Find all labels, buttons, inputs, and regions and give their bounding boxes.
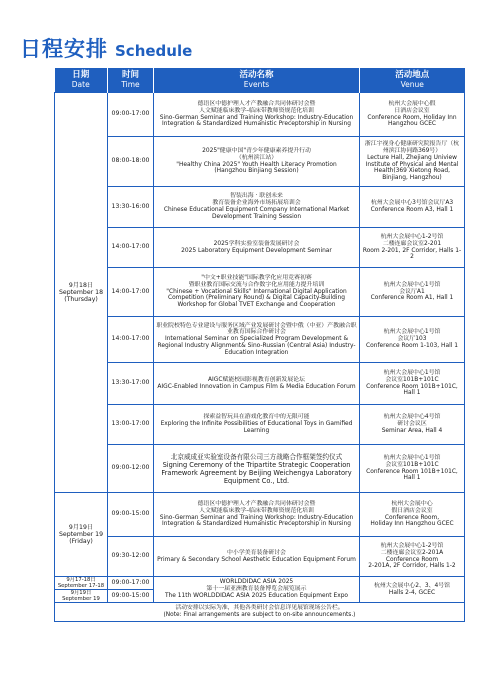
header-venue: 活动地点 Venue — [360, 68, 465, 93]
table-header-row — [55, 68, 465, 93]
venue-cell: 杭州大会展中心假 日酒店会议室 Conference Room, Holiday Inn Hangzhou GCEC — [360, 93, 465, 137]
table-row — [55, 537, 465, 577]
venue-cell: 杭州大会展中心1-2号馆 二楼连廊会议室2-201A Conference Room 2-201A, 2F Corridor, Halls 1-2 — [360, 537, 465, 577]
event-cell: 探索益智玩具在游戏化教育中的无限可能 Exploring the Infinite Possibilities of Educational Toys in Gamified Learning — [154, 405, 360, 445]
time-cell: 09:00-15:00 — [108, 493, 154, 537]
table-row — [55, 137, 465, 187]
table-row — [55, 268, 465, 317]
venue-cell: 杭州大会展中心1-2号馆 二楼连廊会议室2-201 Room 2-201, 2F Corridor, Halls 1-2 — [360, 228, 465, 268]
table-row — [55, 187, 465, 228]
date-cell: 9月19日 September 19 — [55, 590, 108, 603]
header-time: 时间 Time — [108, 68, 154, 93]
time-cell: 09:00-15:00 — [108, 590, 154, 603]
page-title — [20, 33, 192, 59]
table-row — [55, 493, 465, 537]
venue-cell: 杭州大会展中心3号馆会议厅A3 Conference Room A3, Hall 1 — [360, 187, 465, 228]
time-cell: 08:00-18:00 — [108, 137, 154, 187]
table-row — [55, 445, 465, 493]
table-row — [55, 363, 465, 405]
table-row — [55, 405, 465, 445]
venue-cell: 杭州大会展中心1号馆 会议室101B+101C Conference Room 101B+101C, Hall 1 — [360, 445, 465, 493]
note-text: 活动安排以实际为准，其他各类研讨会信息详见展馆现场公告栏。 (Note: Final arrangements are subject to on-site announcements.) — [55, 603, 465, 622]
event-cell: 中小学美育装备研讨会 Primary & Secondary School Aesthetic Education Equipment Forum — [154, 537, 360, 577]
venue-cell: 杭州大会展中心1号馆 会议厅A1 Conference Room A1, Hall 1 — [360, 268, 465, 317]
event-cell: WORLDDIDAC ASIA 2025 第十一届亚洲教育装备博览会展览展示 The 11th WORLDDIDAC ASIA 2025 Education Equipment Expo — [154, 577, 360, 603]
table-row — [55, 93, 465, 137]
table-row — [55, 577, 465, 590]
time-cell: 09:00-17:00 — [108, 93, 154, 137]
time-cell: 13:00-17:00 — [108, 405, 154, 445]
event-cell: 2025"健康中国"青少年健康素养提升行动 （杭州滨江站） "Healthy China 2025" Youth Health Literacy Promotion (Hangzhou Binjiang Session) — [154, 137, 360, 187]
date-cell: 9月19日 September 19 (Friday) — [55, 493, 108, 577]
time-cell: 09:00-12:00 — [108, 445, 154, 493]
venue-cell: 杭州大会展中心4号馆 研讨会议区 Seminar Area, Hall 4 — [360, 405, 465, 445]
time-cell: 13:30-16:00 — [108, 187, 154, 228]
venue-cell: 杭州大会展中心 假日酒店会议室 Conference Room, Holiday Inn Hangzhou GCEC — [360, 493, 465, 537]
venue-cell: 杭州大会展中心1号馆 会议室101B+101C Conference Room 101B+101C, Hall 1 — [360, 363, 465, 405]
time-cell: 14:00-17:00 — [108, 228, 154, 268]
title-zh: 日程安排 — [20, 37, 108, 61]
time-cell: 13:30-17:00 — [108, 363, 154, 405]
event-cell: 2025学科实验室装备发展研讨会 2025 Laboratory Equipment Development Seminar — [154, 228, 360, 268]
note-row — [55, 603, 465, 622]
header-date: 日期 Date — [55, 68, 108, 93]
event-cell: 职业院校特色专业建设与服务区域产业发展研讨会暨中俄（中亚）产教融合职业教育国际合作研讨会 International Seminar on Specialized Program Development & Regional Industry Alignment& Sino-Russian (Central Asia) Industry-Education Integration — [154, 317, 360, 363]
schedule-table — [54, 68, 465, 622]
venue-cell: 杭州大会展中心1号馆 会议厅103 Conference Room 1-103, Hall 1 — [360, 317, 465, 363]
event-cell: 德语区中德护理人才产教融合共同体研讨会暨 人文赋能临床教学–临床带教师资规范化培训 Sino-German Seminar and Training Workshop: Industry-Education Integration & Standardized Humanistic Preceptorship in Nursing — [154, 493, 360, 537]
table-row — [55, 228, 465, 268]
time-cell: 09:30-12:00 — [108, 537, 154, 577]
title-en: Schedule — [115, 42, 193, 60]
table-row — [55, 317, 465, 363]
time-cell: 14:00-17:00 — [108, 317, 154, 363]
venue-cell: 浙江宇视身心健康研究院报告厅（杭州滨江协同路369号） Lecture Hall, Zhejiang Uniview Institute of Physical and Mental Health(369 Xietong Road, Binjiang, Hangzhou) — [360, 137, 465, 187]
event-cell: 智装出海 · 联创未来 教育装备企业海外市场拓展培训会 Chinese Educational Equipment Company International Market Development Training Session — [154, 187, 360, 228]
time-cell: 09:00-17:00 — [108, 577, 154, 590]
event-cell: AIGC赋能校园影视教育创新发展论坛 AIGC-Enabled Innovation in Campus Film & Media Education Forum — [154, 363, 360, 405]
time-cell: 14:00-17:00 — [108, 268, 154, 317]
event-cell: 北京威成亚实验室设备有限公司三方战略合作框架签约仪式 Signing Ceremony of the Tripartite Strategic Cooperation Framework Agreement by Beijing Weichengya Laboratory Equipment Co., Ltd. — [154, 445, 360, 493]
venue-cell: 杭州大会展中心2、3、4号馆 Halls 2-4, GCEC — [360, 577, 465, 603]
date-cell: 9月17-18日 September 17-18 — [55, 577, 108, 590]
event-cell: "中文+职业技能"国际教学化应用竞赛初赛 暨职业教育国际交流与合作数字化应用能力提升培训 "Chinese + Vocational Skills" International Digital Application Competition (Preliminary Round) & Digital Capacity-Building Workshop for Global TVET Exchange and Cooperation — [154, 268, 360, 317]
header-events: 活动名称 Events — [154, 68, 360, 93]
date-cell: 9月18日 September 18 (Thursday) — [55, 93, 108, 493]
event-cell: 德语区中德护理人才产教融合共同体研讨会暨 人文赋能临床教学–临床带教师资规范化培训 Sino-German Seminar and Training Workshop: Industry-Education Integration & Standardized Humanistic Preceptorship in Nursing — [154, 93, 360, 137]
